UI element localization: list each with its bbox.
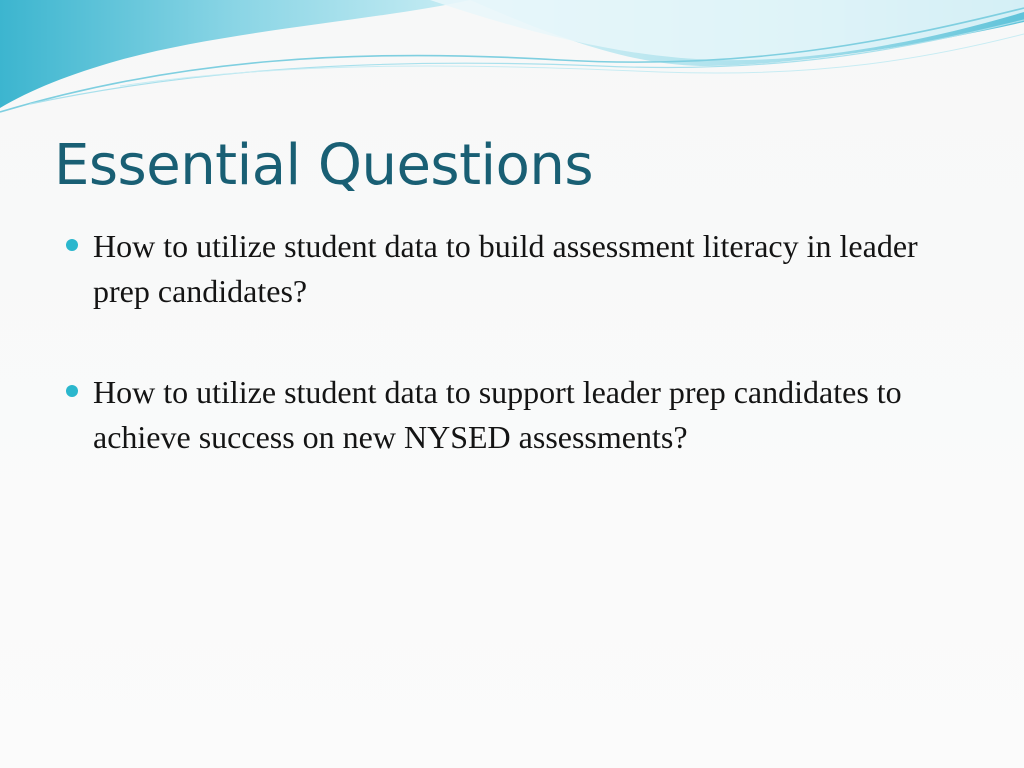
bullet-list [66,224,926,516]
wave-band-left [0,0,470,108]
bullet-item-2 [66,370,926,460]
bullet-dot-icon [66,239,78,251]
wave-header-decoration [0,0,1024,130]
bullet-dot-icon [66,385,78,397]
bullet-text: How to utilize student data to support leader prep candidates to achieve success on new NYSED assessments? [93,374,902,455]
bullet-item-1 [66,224,926,314]
wave-highlight [430,0,1024,60]
bullet-text: How to utilize student data to build assessment literacy in leader prep candidates? [93,228,918,309]
slide-title: Essential Questions [54,133,594,198]
